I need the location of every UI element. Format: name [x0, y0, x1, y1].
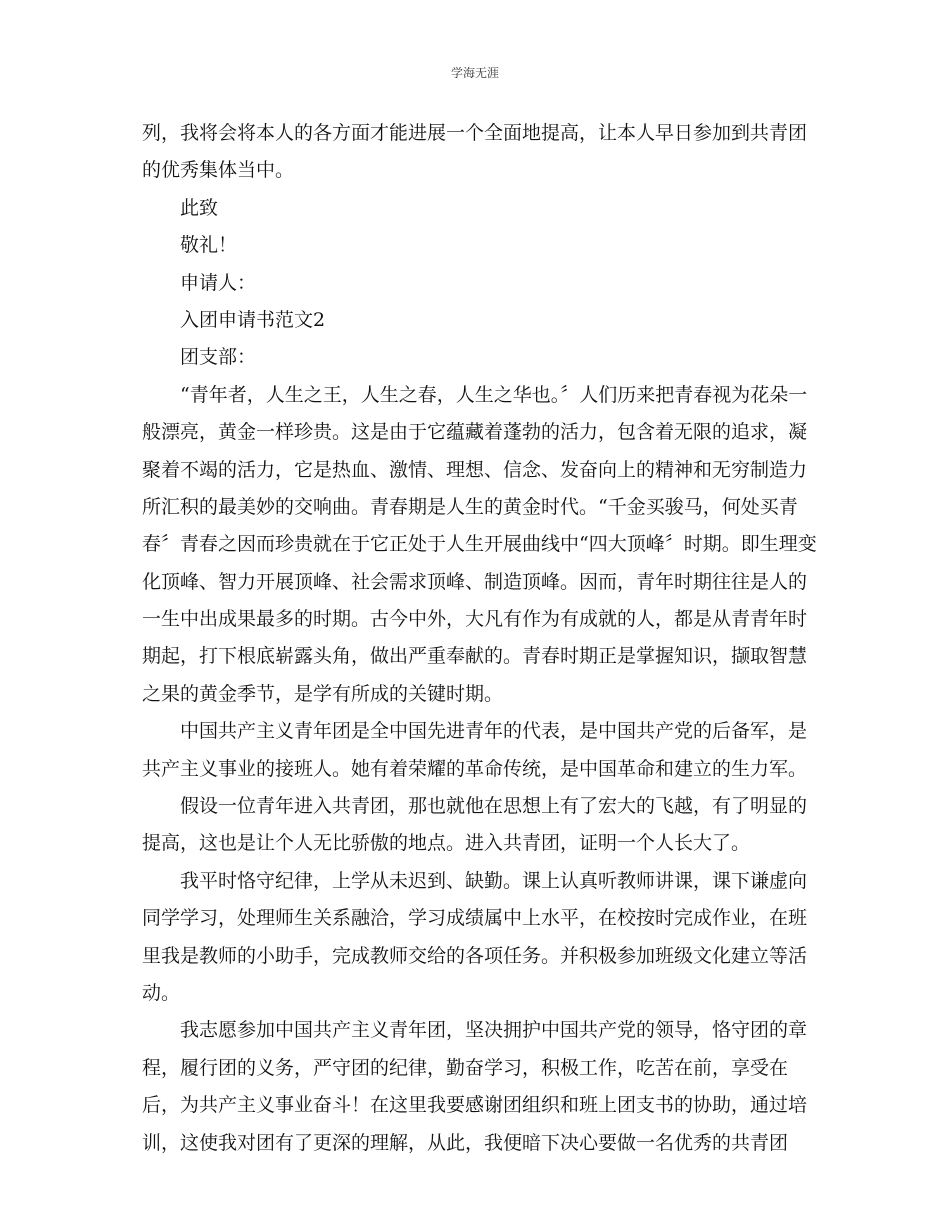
text-line: 后，为共产主义事业奋斗！在这里我要感谢团组织和班上团支书的协助，通过培 — [142, 1094, 808, 1117]
text-line: 里我是教师的小助手，完成教师交给的各项任务。并积极参加班级文化建立等活 — [142, 944, 808, 967]
text-line: 所汇积的最美妙的交响曲。青春期是人生的黄金时代。“千金买骏马，何处买青 — [142, 495, 798, 518]
text-line: 春〞青春之因而珍贵就在于它正处于人生开展曲线中“四大顶峰〞时期。即生理变 — [142, 533, 817, 556]
text-line: 动。 — [142, 981, 181, 1004]
document-body — [142, 115, 817, 1162]
text-line: 申请人： — [180, 271, 257, 294]
text-line: 训，这使我对团有了更深的理解，从此，我便暗下决心要做一名优秀的共青团 — [142, 1131, 789, 1154]
text-line: 期起，打下根底崭露头角，做出严重奉献的。青春时期正是掌握知识，撷取智慧 — [142, 645, 808, 668]
text-line: 聚着不竭的活力，它是热血、激情、理想、信念、发奋向上的精神和无穷制造力 — [142, 458, 808, 481]
text-line: “青年者，人生之王，人生之春，人生之华也。〞人们历来把青春视为花朵一 — [180, 383, 808, 406]
text-line: 此致 — [180, 196, 219, 219]
text-line: 敬礼！ — [180, 234, 238, 257]
text-line: 中国共产主义青年团是全中国先进青年的代表，是中国共产党的后备军，是 — [180, 720, 808, 743]
text-line: 团支部： — [180, 346, 257, 369]
text-line: 之果的黄金季节，是学有所成的关键时期。 — [142, 682, 504, 705]
page-header: 学海无涯 — [450, 66, 499, 80]
text-line: 同学学习，处理师生关系融洽，学习成绩属中上水平，在校按时完成作业，在班 — [142, 907, 808, 930]
text-line: 我志愿参加中国共产主义青年团，坚决拥护中国共产党的领导，恪守团的章 — [180, 1019, 808, 1042]
text-line: 般漂亮，黄金一样珍贵。这是由于它蕴藏着蓬勃的活力，包含着无限的追求，凝 — [142, 421, 808, 444]
text-line: 程，履行团的义务，严守团的纪律，勤奋学习，积极工作，吃苦在前，享受在 — [142, 1056, 789, 1079]
text-line: 一生中出成果最多的时期。古今中外，大凡有作为有成就的人，都是从青青年时 — [142, 608, 808, 631]
text-line: 化顶峰、智力开展顶峰、社会需求顶峰、制造顶峰。因而，青年时期往往是人的 — [142, 570, 808, 593]
text-line: 我平时恪守纪律，上学从未迟到、缺勤。课上认真听教师讲课，课下谦虚向 — [180, 869, 808, 892]
text-line: 共产主义事业的接班人。她有着荣耀的革命传统，是中国革命和建立的生力军。 — [142, 757, 808, 780]
text-line: 列，我将会将本人的各方面才能进展一个全面地提高，让本人早日参加到共青团 — [142, 122, 808, 144]
text-line: 的优秀集体当中。 — [142, 159, 295, 182]
text-line: 入团申请书范文2 — [180, 308, 326, 331]
text-line: 假设一位青年进入共青团，那也就他在思想上有了宏大的飞越，有了明显的 — [180, 795, 808, 818]
text-line: 提高，这也是让个人无比骄傲的地点。进入共青团，证明一个人长大了。 — [142, 832, 751, 855]
